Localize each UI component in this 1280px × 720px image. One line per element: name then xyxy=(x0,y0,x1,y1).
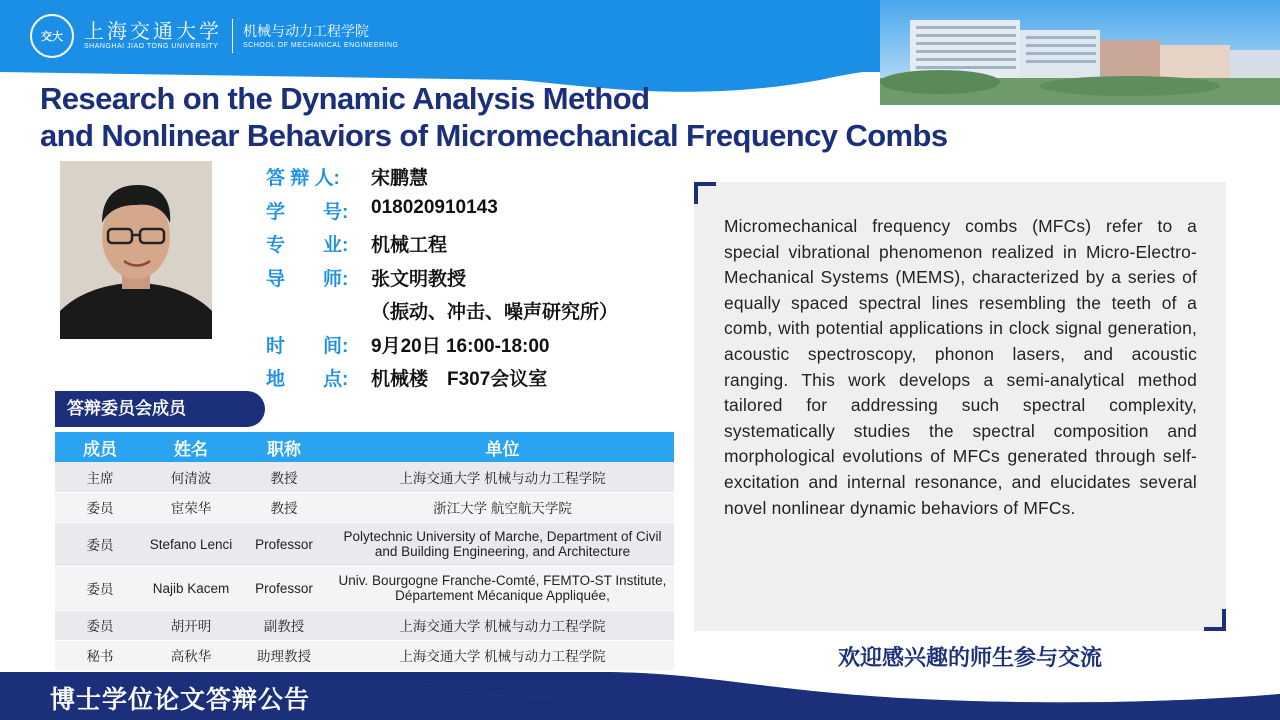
info-row-student-id xyxy=(266,197,686,231)
abstract-box xyxy=(694,182,1226,631)
table-row xyxy=(55,462,674,492)
cell-name: Stefano Lenci xyxy=(145,522,237,566)
info-label: 专 业: xyxy=(266,235,349,256)
info-row-location xyxy=(266,364,686,398)
logo-group xyxy=(30,14,399,58)
info-label: 答 辩 人: xyxy=(266,168,340,189)
table-row xyxy=(55,492,674,522)
info-value: 9月20日 16:00-18:00 xyxy=(371,335,550,357)
corner-bracket-bottom-right xyxy=(1204,609,1226,631)
thesis-title-line2: and Nonlinear Behaviors of Micromechanical Frequency Combs xyxy=(40,118,948,153)
table-row xyxy=(55,522,674,566)
thesis-title-line1: Research on the Dynamic Analysis Method xyxy=(40,81,650,116)
info-label: 时 间: xyxy=(266,335,349,357)
cell-unit: 上海交通大学 机械与动力工程学院 xyxy=(331,462,674,492)
info-row-supervisor xyxy=(266,264,686,298)
thesis-title xyxy=(40,80,1040,154)
cell-unit: Univ. Bourgogne Franche-Comté, FEMTO-ST Institute, Département Mécanique Appliquée, xyxy=(331,566,674,610)
cell-name: Najib Kacem xyxy=(145,566,237,610)
info-row-defender xyxy=(266,163,686,197)
info-value: 张文明教授 xyxy=(371,268,467,290)
info-label: 地 点: xyxy=(266,369,349,390)
cell-role: 委员 xyxy=(55,566,145,610)
university-name-en: SHANGHAI JIAO TONG UNIVERSITY xyxy=(84,43,219,50)
committee-title: 答辩委员会成员 xyxy=(55,391,265,427)
school-name-cn: 机械与动力工程学院 xyxy=(243,23,369,39)
cell-name: 高秋华 xyxy=(145,640,237,670)
info-value: （振动、冲击、噪声研究所） xyxy=(371,302,619,323)
cell-role: 委员 xyxy=(55,610,145,640)
cell-rank: 教授 xyxy=(237,492,331,522)
school-name xyxy=(243,21,399,51)
cell-rank: Professor xyxy=(237,566,331,610)
cell-rank: 教授 xyxy=(237,462,331,492)
welcome-message: 欢迎感兴趣的师生参与交流 xyxy=(837,645,1102,670)
candidate-photo xyxy=(60,161,212,339)
logo-divider xyxy=(232,19,233,53)
column-header-name: 姓名 xyxy=(145,432,237,462)
table-row xyxy=(55,566,674,610)
column-header-unit: 单位 xyxy=(331,432,674,462)
table-header-row xyxy=(55,432,674,462)
cell-unit: 上海交通大学 机械与动力工程学院 xyxy=(331,610,674,640)
cell-unit: Polytechnic University of Marche, Department of Civil and Building Engineering, and Architecture xyxy=(331,522,674,566)
info-label: 导 师: xyxy=(266,268,349,290)
info-value: 宋鹏慧 xyxy=(371,168,429,189)
cell-rank: 助理教授 xyxy=(237,640,331,670)
info-row-major xyxy=(266,230,686,264)
column-header-role: 成员 xyxy=(55,432,145,462)
university-seal-icon: 交大 xyxy=(30,14,74,58)
cell-name: 何清波 xyxy=(145,462,237,492)
cell-unit: 上海交通大学 机械与动力工程学院 xyxy=(331,640,674,670)
abstract-text: Micromechanical frequency combs (MFCs) refer to a special vibrational phenomenon realized in Micro-Electro-Mechanical Systems (MEMS), characterized by a series of equally spaced spectral lines resembling the teeth of a comb, with potential applications in clock signal generation, acoustic spectroscopy, phonon lasers, and acoustic ranging. This work develops a semi-analytical method tailored for addressing such spectral complexity, systematically studies the spectral composition and morphological evolutions of MFCs generated through self-excitation and internal resonance, and elucidates several novel nonlinear dynamic behaviors of MFCs. xyxy=(724,216,1197,518)
info-value: 018020910143 xyxy=(371,196,498,218)
cell-role: 委员 xyxy=(55,522,145,566)
corner-bracket-top-left xyxy=(694,182,716,204)
cell-rank: Professor xyxy=(237,522,331,566)
footer-announcement: 博士学位论文答辩公告 xyxy=(50,685,311,714)
table-row xyxy=(55,610,674,640)
committee-table xyxy=(55,432,674,671)
info-row-time xyxy=(266,331,686,365)
cell-unit: 浙江大学 航空航天学院 xyxy=(331,492,674,522)
cell-name: 宦荣华 xyxy=(145,492,237,522)
cell-role: 秘书 xyxy=(55,640,145,670)
cell-role: 主席 xyxy=(55,462,145,492)
school-name-en: SCHOOL OF MECHANICAL ENGINEERING xyxy=(243,42,399,49)
cell-name: 胡开明 xyxy=(145,610,237,640)
cell-role: 委员 xyxy=(55,492,145,522)
info-label: 学 号: xyxy=(266,201,349,223)
column-header-rank: 职称 xyxy=(237,432,331,462)
university-name-cn: 上海交通大学 xyxy=(84,19,222,43)
cell-rank: 副教授 xyxy=(237,610,331,640)
info-value: 机械工程 xyxy=(371,235,448,256)
table-row xyxy=(55,640,674,670)
info-row-institute xyxy=(266,297,686,331)
info-value: 机械楼 F307会议室 xyxy=(371,369,548,390)
university-name xyxy=(84,20,222,52)
candidate-info xyxy=(266,163,686,398)
